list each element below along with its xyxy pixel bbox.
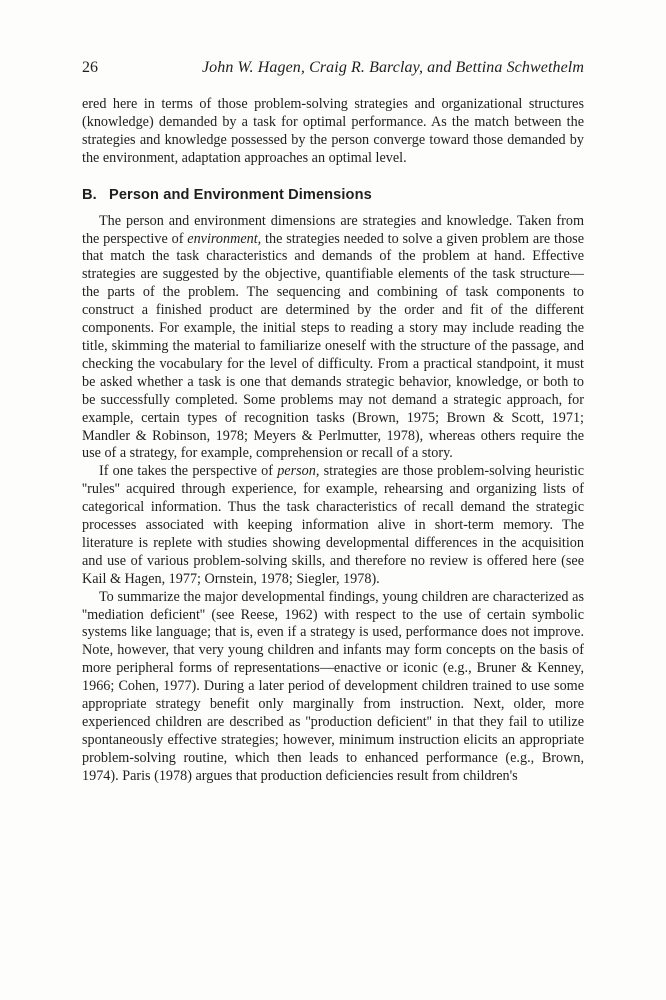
paragraph-text: strategies are those problem-solving heuristic ''rules'' acquired through experience, for example, rehearsing and organizing lists of categorical information. Thus the task characteristics of recall demand the strategic processes associated with keeping information alive in short-term memory. The literature is replete with studies showing developmental differences in the acquisition and use of various problem-solving skills, and therefore no review is offered here (see Kail & Hagen, 1977; Ornstein, 1978; Siegler, 1978). [82,463,584,587]
paragraph-text: ered here in terms of those problem-solving strategies and organizational structures (knowledge) demanded by a task for optimal performance. As the match between the strategies and knowledge possessed by the person converge toward those demanded by the environment, adaptation approaches an optimal level. [82,96,584,166]
page-number: 26 [82,59,98,76]
paragraph-text: the strategies needed to solve a given problem are those that match the task characteristics and demands of the problem at hand. Effective strategies are suggested by the objective, quantifiable elements of the task structure—the parts of the problem. The sequencing and combining of task components to construct a finished product are determined by the order and fit of the different components. For example, the initial steps to reading a story may include reading the title, skimming the material to familiarize oneself with the structure of the passage, and checking the vocabulary for the level of difficulty. From a practical standpoint, it must be asked whether a task is one that demands strategic behavior, knowledge, or both to be successfully completed. Some problems may not demand a strategic approach, for example, certain types of recognition tasks (Brown, 1975; Brown & Scott, 1971; Mandler & Robinson, 1978; Meyers & Perlmutter, 1978), whereas others require the use of a strategy, for example, comprehension or recall of a story. [82,230,584,462]
emphasis-term: environment, [187,230,262,247]
body-text [82,96,584,786]
paragraph-continuation [82,96,584,168]
paragraph-person [82,463,584,588]
paragraph-text: If one takes the perspective of [99,463,278,480]
section-title: Person and Environment Dimensions [109,186,372,203]
section-heading [82,186,584,204]
running-title: John W. Hagen, Craig R. Barclay, and Bettina Schwethelm [201,59,584,76]
paragraph-text: To summarize the major developmental findings, young children are characterized as ''mediation deficient'' (see Reese, 1962) with respect to the use of certain symbolic systems like language; that is, even if a strategy is used, performance does not improve. Note, however, that very young children and infants may form concepts on the basis of more peripheral forms of representations—enactive or iconic (e.g., Bruner & Kenney, 1966; Cohen, 1977). During a later period of development children trained to use some appropriate strategy benefit only marginally from instruction. Next, older, more experienced children are described as ''production deficient'' in that they fail to utilize spontaneously effective strategies; however, minimum instruction elicits an appropriate problem-solving routine, which then leads to enhanced performance (e.g., Brown, 1974). Paris (1978) argues that production deficiencies result from children's [82,588,584,784]
emphasis-term: person, [277,463,320,480]
section-label: B. [82,186,97,203]
paragraph-summary [82,589,584,786]
paragraph-text: The person and environment dimensions are strategies and knowledge. Taken from the perspective of [82,212,584,247]
paragraph-environment [82,213,584,464]
running-head [82,57,584,79]
